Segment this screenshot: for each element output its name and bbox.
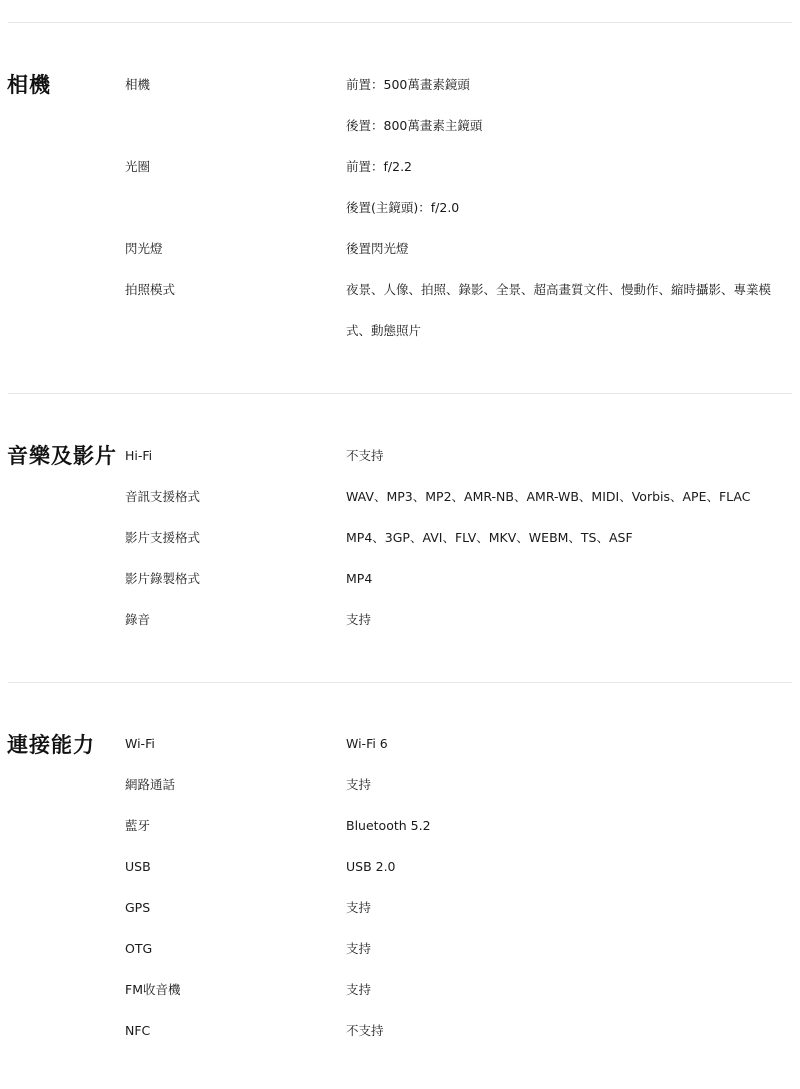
spec-value: 後置閃光燈 <box>346 241 409 256</box>
spec-label: 藍牙 <box>125 818 151 833</box>
spec-label: GPS <box>125 900 151 915</box>
spec-value: USB 2.0 <box>346 859 396 874</box>
spec-value: WAV、MP3、MP2、AMR-NB、AMR-WB、MIDI、Vorbis、APE、FLAC <box>346 489 751 504</box>
spec-label: OTG <box>125 941 153 956</box>
spec-label: Hi-Fi <box>125 448 153 463</box>
spec-label: 網路通話 <box>125 777 176 792</box>
section-title-music-video: 音樂及影片 <box>7 444 117 468</box>
spec-value: 後置(主鏡頭)：f/2.0 <box>346 200 460 215</box>
spec-label: 錄音 <box>125 612 151 627</box>
section-divider <box>8 682 792 683</box>
spec-value: 夜景、人像、拍照、錄影、全景、超高畫質文件、慢動作、縮時攝影、專業模 <box>346 282 772 297</box>
spec-label: USB <box>125 859 151 874</box>
spec-label: FM收音機 <box>125 982 181 997</box>
spec-value: 式、動態照片 <box>346 323 422 338</box>
spec-value: 支持 <box>346 777 372 792</box>
spec-label: 相機 <box>125 77 151 92</box>
spec-value: 支持 <box>346 612 372 627</box>
spec-label: 光圈 <box>125 159 151 174</box>
spec-label: 影片支援格式 <box>125 530 201 545</box>
spec-value: 支持 <box>346 900 372 915</box>
section-divider <box>8 22 792 23</box>
spec-value: Wi-Fi 6 <box>346 736 388 751</box>
spec-value: MP4 <box>346 571 373 586</box>
spec-value: 支持 <box>346 941 372 956</box>
spec-label: 拍照模式 <box>125 282 176 297</box>
spec-label: NFC <box>125 1023 151 1038</box>
section-title-connectivity: 連接能力 <box>7 733 95 757</box>
spec-label: Wi-Fi <box>125 736 155 751</box>
spec-value: 不支持 <box>346 1023 384 1038</box>
spec-value: MP4、3GP、AVI、FLV、MKV、WEBM、TS、ASF <box>346 530 633 545</box>
spec-value: 後置：800萬畫素主鏡頭 <box>346 118 483 133</box>
spec-value: 前置：500萬畫素鏡頭 <box>346 77 470 92</box>
spec-label: 音訊支援格式 <box>125 489 201 504</box>
spec-label: 閃光燈 <box>125 241 163 256</box>
spec-label: 影片錄製格式 <box>125 571 201 586</box>
spec-value: Bluetooth 5.2 <box>346 818 431 833</box>
spec-value: 不支持 <box>346 448 384 463</box>
section-divider <box>8 393 792 394</box>
spec-value: 前置：f/2.2 <box>346 159 412 174</box>
spec-value: 支持 <box>346 982 372 997</box>
section-title-camera: 相機 <box>7 73 51 97</box>
